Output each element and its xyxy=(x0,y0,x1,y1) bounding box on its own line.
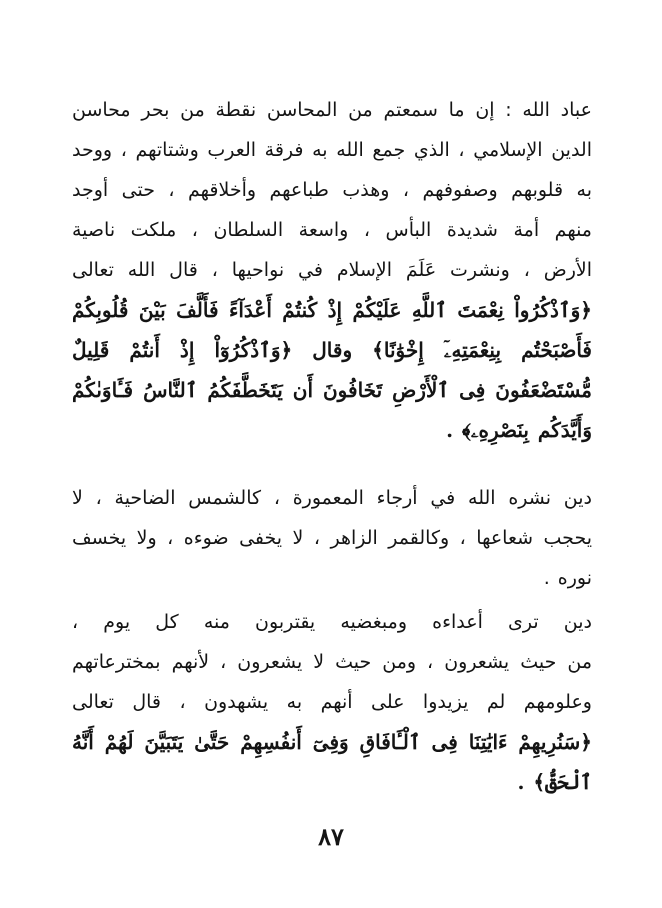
quran-verse-line: ٱلْحَقُّ﴾ . xyxy=(517,770,592,794)
text-line: الأرض ، ونشرت عَلَمَ الإسلام في نواحيها ، قال الله تعالى xyxy=(72,259,592,281)
text-line: منهم أمة شديدة البأس ، واسعة السلطان ، ملكت ناصية xyxy=(72,219,592,241)
paragraph-2 xyxy=(72,478,592,598)
page-number: ٨٧ xyxy=(318,822,344,851)
text-line: نوره . xyxy=(543,567,592,589)
text-line: الدين الإسلامي ، الذي جمع الله به فرقة العرب وشتاتهم ، ووحد xyxy=(72,139,592,161)
quran-verse-line: ﴿وَٱذْكُرُواْ نِعْمَتَ ٱللَّهِ عَلَيْكُمْ إِذْ كُنتُمْ أَعْدَآءً فَأَلَّفَ بَيْنَ قُلُوبِكُمْ xyxy=(72,298,592,322)
text-line: دين نشره الله في أرجاء المعمورة ، كالشمس الضاحية ، لا xyxy=(72,487,592,509)
text-line: من حيث يشعرون ، ومن حيث لا يشعرون ، لأنهم بمخترعاتهم xyxy=(72,651,592,673)
text-line: دين ترى أعداءه ومبغضيه يقتربون منه كل يوم ، xyxy=(72,611,592,633)
paragraph-1 xyxy=(72,90,592,450)
text-line: وعلومهم لم يزيدوا على أنهم به يشهدون ، قال تعالى xyxy=(72,691,592,713)
quran-verse-line: ﴿سَنُرِيهِمْ ءَايَٰتِنَا فِى ٱلْـَٔافَاقِ وَفِىٓ أَنفُسِهِمْ حَتَّىٰ يَتَبَيَّنَ لَهُمْ أَنَّهُ xyxy=(72,730,592,754)
text-line: به قلوبهم وصفوفهم ، وهذب طباعهم وأخلاقهم ، حتى أوجد xyxy=(72,179,592,201)
text-line: يحجب شعاعها ، وكالقمر الزاهر ، لا يخفى ضوءه ، ولا يخسف xyxy=(72,527,592,549)
text-line: عباد الله : إن ما سمعتم من المحاسن نقطة من بحر محاسن xyxy=(72,99,592,121)
quran-verse-line: فَأَصْبَحْتُم بِنِعْمَتِهِۦٓ إِخْوَٰنًا﴾ وقال ﴿وَٱذْكُرُوٓاْ إِذْ أَنتُمْ قَلِيلٌ xyxy=(72,338,592,362)
paragraph-3 xyxy=(72,602,592,802)
quran-verse-line: مُّسْتَضْعَفُونَ فِى ٱلْأَرْضِ تَخَافُونَ أَن يَتَخَطَّفَكُمُ ٱلنَّاسُ فَـَٔاوَىٰكُمْ xyxy=(72,378,592,402)
quran-verse-line: وَأَيَّدَكُم بِنَصْرِهِۦ﴾ . xyxy=(446,418,592,442)
